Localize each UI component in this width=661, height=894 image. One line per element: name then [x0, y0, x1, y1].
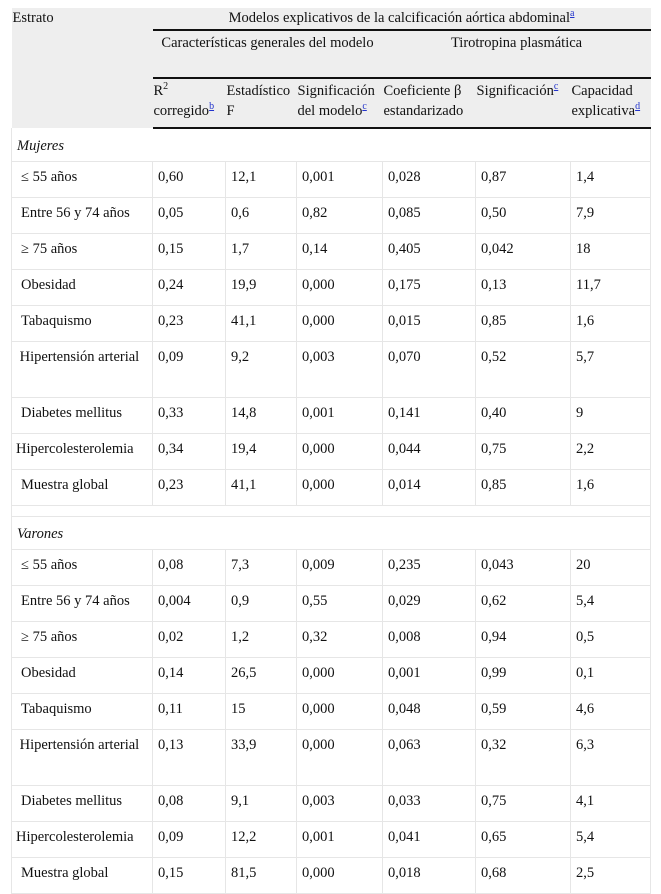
value-cell: 0,009 [297, 550, 383, 586]
value-cell: 41,1 [226, 470, 297, 506]
value-cell: 6,3 [571, 730, 651, 786]
row-label: ≥ 75 años [12, 234, 153, 270]
row-label: Obesidad [12, 658, 153, 694]
header-group-tsh: Tirotropina plasmática [383, 30, 651, 78]
value-cell: 0,048 [383, 694, 476, 730]
value-cell: 0,043 [476, 550, 571, 586]
value-cell: 0,044 [383, 434, 476, 470]
row-label: ≤ 55 años [12, 162, 153, 198]
value-cell: 0,23 [153, 306, 226, 342]
row-label: Entre 56 y 74 años [12, 198, 153, 234]
value-cell: 0,99 [476, 658, 571, 694]
row-label-text: Hipertensión arterial [16, 737, 140, 753]
row-label: ≤ 55 años [12, 550, 153, 586]
value-cell: 0,94 [476, 622, 571, 658]
value-cell: 0,041 [383, 822, 476, 858]
table-row [12, 822, 651, 858]
table-row [12, 306, 651, 342]
value-cell: 7,9 [571, 198, 651, 234]
table-body [12, 128, 651, 894]
row-label-text: Hipertensión arterial [16, 349, 140, 365]
row-label: Muestra global [12, 858, 153, 894]
value-cell: 0,59 [476, 694, 571, 730]
value-cell: 0,003 [297, 786, 383, 822]
header-models-title: Modelos explicativos de la calcificación aórtica abdominal$^a$ [153, 8, 651, 30]
value-cell: 0,32 [297, 622, 383, 658]
column-header-model-significance: Significación del modelo$^c$ [297, 78, 383, 128]
column-header-r2: $R^2$ corregido$^b$ [153, 78, 226, 128]
column-header-beta-coefficient: Coeficiente β estandarizado [383, 78, 476, 128]
footnote-link-d[interactable]: d [635, 101, 641, 113]
value-cell: 0,235 [383, 550, 476, 586]
value-cell: 0,09 [153, 822, 226, 858]
table-row [12, 786, 651, 822]
value-cell: 9 [571, 398, 651, 434]
section-title: Varones [12, 517, 651, 550]
row-label: Obesidad [12, 270, 153, 306]
calcification-models-table [11, 8, 651, 894]
value-cell: 1,2 [226, 622, 297, 658]
value-cell: 0,68 [476, 858, 571, 894]
value-cell: 5,7 [571, 342, 651, 398]
value-cell: 0,029 [383, 586, 476, 622]
value-cell: 0,001 [297, 822, 383, 858]
value-cell: 1,6 [571, 470, 651, 506]
value-cell: 19,9 [226, 270, 297, 306]
footnote-link-c[interactable]: c [553, 81, 559, 93]
value-cell: 0,52 [476, 342, 571, 398]
value-cell: 14,8 [226, 398, 297, 434]
value-cell: 0,000 [297, 730, 383, 786]
table-row [12, 858, 651, 894]
value-cell: 0,40 [476, 398, 571, 434]
value-cell: 0,15 [153, 858, 226, 894]
table-container [11, 8, 650, 894]
value-cell: 0,08 [153, 786, 226, 822]
value-cell: 20 [571, 550, 651, 586]
value-cell: 0,13 [153, 730, 226, 786]
value-cell: 9,1 [226, 786, 297, 822]
value-cell: 0,000 [297, 470, 383, 506]
row-label [12, 730, 153, 786]
value-cell: 0,09 [153, 342, 226, 398]
table-row [12, 234, 651, 270]
section-header-row [12, 517, 651, 550]
value-cell: 12,1 [226, 162, 297, 198]
value-cell: 26,5 [226, 658, 297, 694]
value-cell: 1,6 [571, 306, 651, 342]
value-cell: 0,85 [476, 306, 571, 342]
row-label [12, 342, 153, 398]
row-label: Hipercolesterolemia [12, 434, 153, 470]
value-cell: 0,9 [226, 586, 297, 622]
value-cell: 5,4 [571, 822, 651, 858]
value-cell: 0,5 [571, 622, 651, 658]
value-cell: 0,75 [476, 434, 571, 470]
value-cell: 0,141 [383, 398, 476, 434]
value-cell: 12,2 [226, 822, 297, 858]
value-cell: 0,001 [297, 398, 383, 434]
value-cell: 5,4 [571, 586, 651, 622]
value-cell: 15 [226, 694, 297, 730]
row-label: Hipercolesterolemia [12, 822, 153, 858]
value-cell: 2,2 [571, 434, 651, 470]
value-cell: 33,9 [226, 730, 297, 786]
value-cell: 4,6 [571, 694, 651, 730]
value-cell: 0,14 [153, 658, 226, 694]
value-cell: 0,405 [383, 234, 476, 270]
value-cell: 0,000 [297, 694, 383, 730]
value-cell: 41,1 [226, 306, 297, 342]
table-row [12, 434, 651, 470]
table-row [12, 162, 651, 198]
value-cell: 0,23 [153, 470, 226, 506]
value-cell: 0,063 [383, 730, 476, 786]
value-cell: 0,003 [297, 342, 383, 398]
value-cell: 4,1 [571, 786, 651, 822]
footnote-link-a[interactable]: a [570, 8, 575, 20]
table-row [12, 622, 651, 658]
value-cell: 0,55 [297, 586, 383, 622]
section-header-row [12, 128, 651, 162]
value-cell: 0,000 [297, 270, 383, 306]
table-row [12, 398, 651, 434]
value-cell: 0,87 [476, 162, 571, 198]
value-cell: 11,7 [571, 270, 651, 306]
column-header-f-statistic: Estadístico F [226, 78, 297, 128]
row-label: Diabetes mellitus [12, 398, 153, 434]
row-label: Entre 56 y 74 años [12, 586, 153, 622]
table-row [12, 586, 651, 622]
value-cell: 0,33 [153, 398, 226, 434]
table-row [12, 694, 651, 730]
value-cell: 1,7 [226, 234, 297, 270]
section-spacer [12, 506, 651, 517]
value-cell: 0,028 [383, 162, 476, 198]
value-cell: 0,033 [383, 786, 476, 822]
section-title: Mujeres [12, 128, 651, 162]
value-cell: 0,085 [383, 198, 476, 234]
value-cell: 0,60 [153, 162, 226, 198]
table-row [12, 270, 651, 306]
value-cell: 0,15 [153, 234, 226, 270]
row-label: Tabaquismo [12, 306, 153, 342]
value-cell: 0,32 [476, 730, 571, 786]
value-cell: 0,1 [571, 658, 651, 694]
table-row [12, 470, 651, 506]
value-cell: 0,65 [476, 822, 571, 858]
value-cell: 0,75 [476, 786, 571, 822]
row-label: Tabaquismo [12, 694, 153, 730]
value-cell: 0,50 [476, 198, 571, 234]
value-cell: 0,82 [297, 198, 383, 234]
value-cell: 2,5 [571, 858, 651, 894]
value-cell: 18 [571, 234, 651, 270]
value-cell: 0,85 [476, 470, 571, 506]
value-cell: 9,2 [226, 342, 297, 398]
column-header-tsh-significance: Significación$^c$ [476, 78, 571, 128]
value-cell: 0,008 [383, 622, 476, 658]
value-cell: 0,02 [153, 622, 226, 658]
column-header-explanatory-capacity: Capacidad explicativa$^d$ [571, 78, 651, 128]
value-cell: 0,015 [383, 306, 476, 342]
value-cell: 0,000 [297, 658, 383, 694]
header-estrato: Estrato [12, 8, 153, 128]
row-label: ≥ 75 años [12, 622, 153, 658]
value-cell: 1,4 [571, 162, 651, 198]
value-cell: 0,24 [153, 270, 226, 306]
footnote-link-b[interactable]: b [209, 101, 215, 113]
value-cell: 0,070 [383, 342, 476, 398]
value-cell: 7,3 [226, 550, 297, 586]
row-label: Muestra global [12, 470, 153, 506]
value-cell: 0,62 [476, 586, 571, 622]
value-cell: 0,11 [153, 694, 226, 730]
table-row [12, 550, 651, 586]
value-cell: 0,018 [383, 858, 476, 894]
spacer-cell [12, 506, 651, 517]
value-cell: 0,6 [226, 198, 297, 234]
value-cell: 0,042 [476, 234, 571, 270]
value-cell: 0,08 [153, 550, 226, 586]
table-row [12, 198, 651, 234]
value-cell: 0,175 [383, 270, 476, 306]
value-cell: 0,000 [297, 858, 383, 894]
table-row [12, 730, 651, 786]
value-cell: 19,4 [226, 434, 297, 470]
value-cell: 81,5 [226, 858, 297, 894]
table-row [12, 342, 651, 398]
value-cell: 0,14 [297, 234, 383, 270]
value-cell: 0,004 [153, 586, 226, 622]
value-cell: 0,34 [153, 434, 226, 470]
value-cell: 0,05 [153, 198, 226, 234]
value-cell: 0,13 [476, 270, 571, 306]
table-row [12, 658, 651, 694]
value-cell: 0,000 [297, 306, 383, 342]
footnote-link-c[interactable]: c [362, 101, 367, 113]
table-header [12, 8, 651, 128]
value-cell: 0,001 [297, 162, 383, 198]
value-cell: 0,014 [383, 470, 476, 506]
value-cell: 0,001 [383, 658, 476, 694]
header-group-general: Características generales del modelo [153, 30, 383, 78]
value-cell: 0,000 [297, 434, 383, 470]
row-label: Diabetes mellitus [12, 786, 153, 822]
